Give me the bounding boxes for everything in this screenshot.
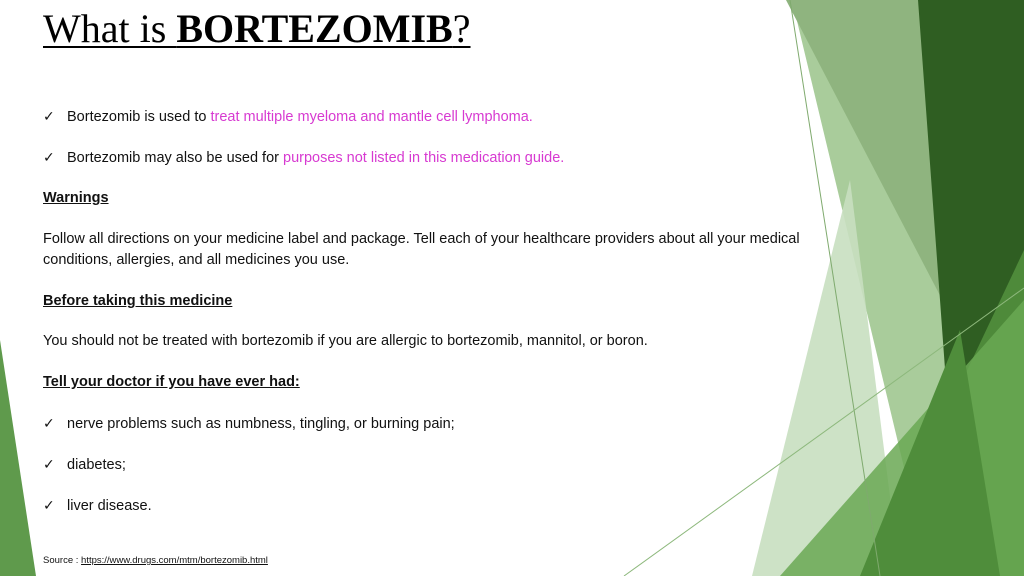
bullet-other-uses: ✓ Bortezomib may also be used for purposes not listed in this medication guide. (43, 149, 565, 166)
uses-highlight: treat multiple myeloma and mantle cell lymphoma. (210, 109, 533, 125)
drug-name: BORTEZOMIB (176, 6, 453, 51)
warnings-heading: Warnings (43, 190, 109, 206)
condition-item: ✓ liver disease. (43, 497, 152, 514)
checkmark-icon: ✓ (43, 415, 55, 431)
source-citation: Source : https://www.drugs.com/mtm/bortezomib.html (43, 555, 268, 566)
tell-doctor-heading: Tell your doctor if you have ever had: (43, 374, 300, 390)
page-title: What is BORTEZOMIB? (43, 6, 471, 51)
left-green-sliver (0, 340, 36, 576)
condition-item: ✓ diabetes; (43, 456, 126, 473)
other-uses-highlight: purposes not listed in this medication guide. (283, 150, 565, 166)
warnings-text: Follow all directions on your medicine label and package. Tell each of your healthcare providers about all your medical conditions, allergies, and all medicines you use. (43, 231, 800, 268)
before-taking-text: You should not be treated with bortezomib if you are allergic to bortezomib, mannitol, or boron. (43, 333, 648, 349)
checkmark-icon: ✓ (43, 456, 55, 472)
condition-item: ✓ nerve problems such as numbness, tingling, or burning pain; (43, 415, 455, 432)
source-link[interactable]: https://www.drugs.com/mtm/bortezomib.html (81, 555, 268, 566)
bullet-uses: ✓ Bortezomib is used to treat multiple myeloma and mantle cell lymphoma. (43, 108, 533, 125)
checkmark-icon: ✓ (43, 149, 55, 165)
checkmark-icon: ✓ (43, 108, 55, 124)
before-taking-heading: Before taking this medicine (43, 293, 233, 309)
checkmark-icon: ✓ (43, 497, 55, 513)
